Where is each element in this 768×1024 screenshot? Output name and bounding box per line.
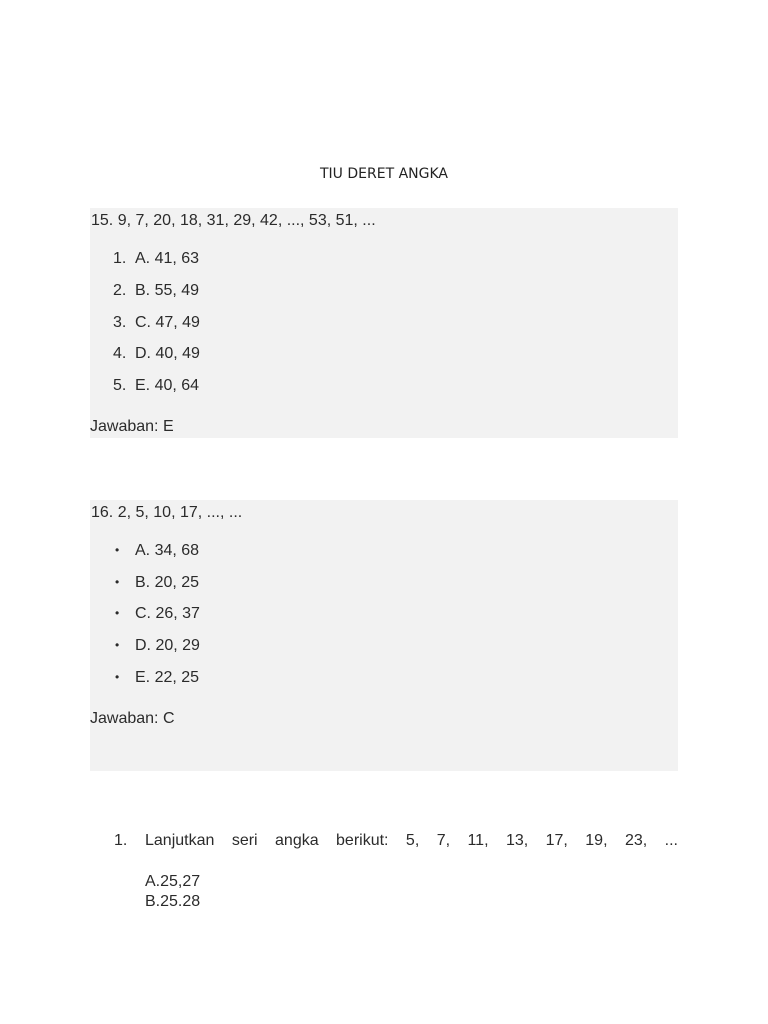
option-label: C. 26, 37: [135, 605, 200, 622]
question-word: 19,: [585, 832, 608, 849]
option-item: [113, 574, 199, 592]
option-label: D. 20, 29: [135, 637, 200, 654]
option-label: E. 22, 25: [135, 669, 200, 686]
option-item: [113, 282, 199, 300]
question-word: 17,: [545, 832, 568, 849]
option-marker: 2.: [113, 282, 127, 299]
option-item: [113, 377, 199, 395]
document-title: TIU DERET ANGKA: [320, 166, 448, 182]
option-marker: 1.: [113, 250, 127, 267]
option-marker: 3.: [113, 314, 127, 331]
option-item: [113, 637, 200, 655]
option-label: C. 47, 49: [135, 314, 200, 331]
bullet-marker: •: [115, 638, 120, 652]
shade-left: [90, 242, 112, 396]
question-word: berikut:: [336, 832, 389, 849]
question-word: seri: [231, 832, 258, 849]
question-number: 1.: [114, 832, 128, 849]
option-marker: 4.: [113, 345, 127, 362]
question-word: ...: [664, 832, 678, 849]
question-word: 5,: [405, 832, 420, 849]
option-item: [113, 669, 199, 687]
question-word: 7,: [436, 832, 451, 849]
question-word: 23,: [624, 832, 648, 849]
question-text: [145, 832, 678, 850]
option-label: D. 40, 49: [135, 345, 200, 362]
bullet-marker: •: [115, 606, 120, 620]
option-label: A. 41, 63: [135, 250, 200, 267]
option-item: [113, 605, 200, 623]
question-word: Lanjutkan: [145, 832, 215, 849]
option-marker: 5.: [113, 377, 127, 394]
option-label: B. 55, 49: [135, 282, 200, 299]
question-block-15: [90, 208, 678, 438]
option-label: E. 40, 64: [135, 377, 200, 394]
choice-item: A.25,27: [145, 873, 201, 890]
question-text: 15. 9, 7, 20, 18, 31, 29, 42, ..., 53, 51, ...: [91, 212, 376, 229]
shade-bottom: [90, 688, 678, 771]
option-item: [113, 314, 200, 332]
answer-text: Jawaban: C: [90, 710, 175, 727]
question-word: angka: [275, 832, 319, 849]
question-block-16: [90, 500, 678, 771]
choice-item: B.25.28: [145, 893, 201, 910]
option-label: A. 34, 68: [135, 542, 200, 559]
shade-left: [90, 534, 112, 688]
answer-text: Jawaban: E: [90, 418, 174, 435]
option-label: B. 20, 25: [135, 574, 200, 591]
question-word: 11,: [467, 832, 489, 849]
question-word: 13,: [505, 832, 529, 849]
shade-bottom: [90, 396, 678, 438]
bullet-marker: •: [115, 543, 120, 557]
bullet-marker: •: [115, 575, 120, 589]
option-item: [113, 345, 200, 363]
bullet-marker: •: [115, 670, 120, 684]
option-item: [113, 250, 199, 268]
option-item: [113, 542, 199, 560]
question-text: 16. 2, 5, 10, 17, ..., ...: [91, 504, 243, 521]
